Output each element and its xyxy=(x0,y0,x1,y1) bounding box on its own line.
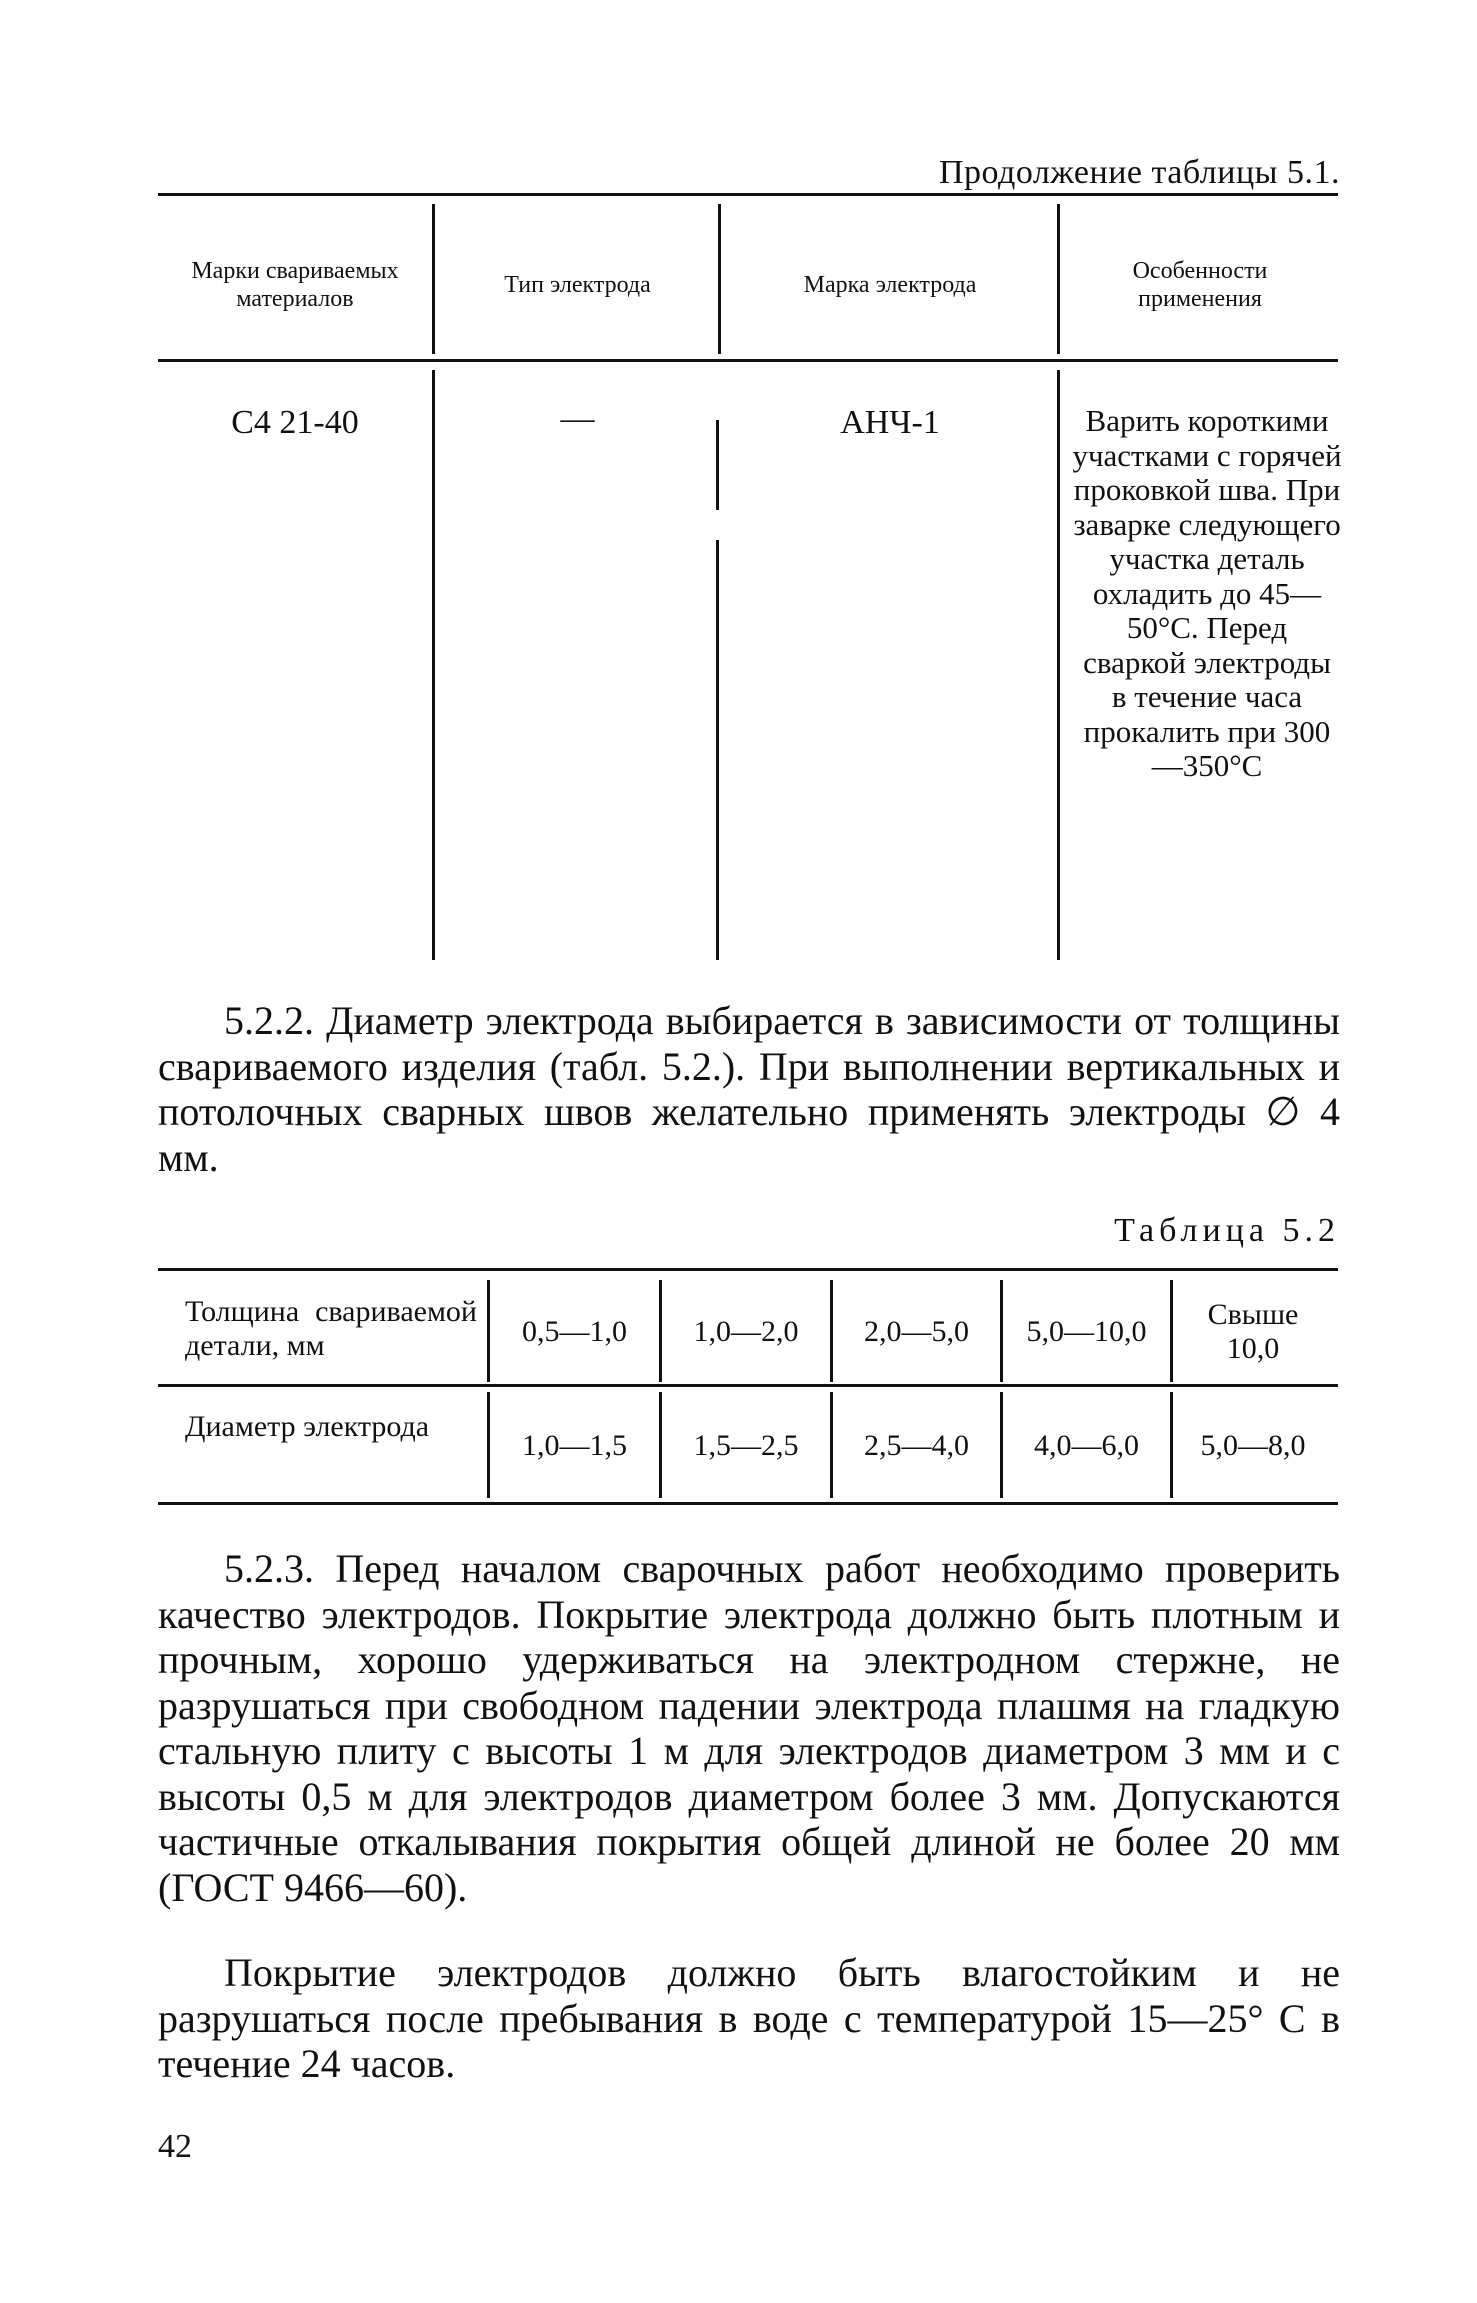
table2-cell-thickness-5: Свыше 10,0 xyxy=(1207,1298,1299,1365)
table1-body-divider-2a xyxy=(716,420,719,510)
paragraph-coating: Покрытие электродов должно быть влагостойким и не разрушаться после пребывания в воде с температурой 15—25° С в течение 24 часов. xyxy=(158,1950,1340,2086)
table1-top-rule xyxy=(158,193,1338,196)
table2-top-rule xyxy=(158,1268,1338,1271)
table1-cell-application-note: Варить короткими участками с горячей проковкой шва. При заварке следующего участка деталь охладить до 45—50°С. Перед сваркой электроды в течение часа прокалить при 300—350°С xyxy=(1072,403,1342,783)
table2-row-thickness-label: Толщина свариваемой детали, мм xyxy=(185,1295,477,1362)
table1-body-divider-3 xyxy=(1057,370,1060,960)
paragraph-5-2-2: 5.2.2. Диаметр электрода выбирается в зависимости от толщины свариваемого изделия (табл. 5.2.). При выполнении вертикальных и потолочных сварных швов желательно применять электроды ∅ 4 мм. xyxy=(158,998,1340,1180)
table1-header-electrode-mark: Марка электрода xyxy=(803,272,977,298)
table1-col-divider-1 xyxy=(432,204,435,354)
table2-bottom-rule xyxy=(158,1502,1338,1505)
table2-cell-diameter-4: 4,0—6,0 xyxy=(1034,1429,1139,1462)
table1-body-divider-2b xyxy=(716,540,719,960)
page-number: 42 xyxy=(158,2128,192,2165)
table2-caption: Таблица 5.2 xyxy=(1114,1212,1340,1249)
paragraph-5-2-3: 5.2.3. Перед началом сварочных работ необходимо проверить качество электродов. Покрытие электрода должно быть плотным и прочным, хорошо удерживаться на электродном стержне, не разрушаться при свободном падении электрода плашмя на гладкую стальную плиту с высоты 1 м для электродов диаметром 3 мм и с высоты 0,5 м для электродов диаметром более 3 мм. Допускаются частичные откалывания покрытия общей длиной не более 20 мм (ГОСТ 9466—60). xyxy=(158,1546,1340,1910)
table2-cell-diameter-3: 2,5—4,0 xyxy=(864,1429,969,1462)
table2-col-divider-5 xyxy=(1170,1280,1173,1382)
table1-header-application: Особенности применения xyxy=(1132,258,1268,312)
table2-cell-diameter-2: 1,5—2,5 xyxy=(693,1429,799,1462)
table1-col-divider-3 xyxy=(1057,204,1060,354)
table2-cell-diameter-1: 1,0—1,5 xyxy=(522,1429,627,1462)
table1-caption: Продолжение таблицы 5.1. xyxy=(938,154,1340,191)
table1-col-divider-2 xyxy=(718,204,721,354)
table1-cell-electrode-type: — xyxy=(560,400,595,437)
table1-header-materials: Марки свариваемых материалов xyxy=(191,258,399,312)
table2-cell-diameter-5: 5,0—8,0 xyxy=(1200,1429,1306,1462)
table1-cell-electrode-mark: АНЧ-1 xyxy=(840,404,940,441)
table2-mid-rule xyxy=(158,1384,1338,1387)
table2-col-divider-5b xyxy=(1170,1392,1173,1498)
table2-cell-thickness-3: 2,0—5,0 xyxy=(864,1315,969,1348)
table1-cell-material: С4 21-40 xyxy=(231,404,359,441)
table2-cell-thickness-2: 1,0—2,0 xyxy=(693,1315,799,1348)
table2-row-diameter-label: Диаметр электрода xyxy=(185,1410,430,1443)
table1-body-divider-1 xyxy=(432,370,435,960)
table1-header-rule xyxy=(158,359,1338,362)
table2-cell-thickness-1: 0,5—1,0 xyxy=(522,1315,627,1348)
table1-header-electrode-type: Тип электрода xyxy=(504,272,651,298)
table2-cell-thickness-4: 5,0—10,0 xyxy=(1026,1315,1147,1348)
